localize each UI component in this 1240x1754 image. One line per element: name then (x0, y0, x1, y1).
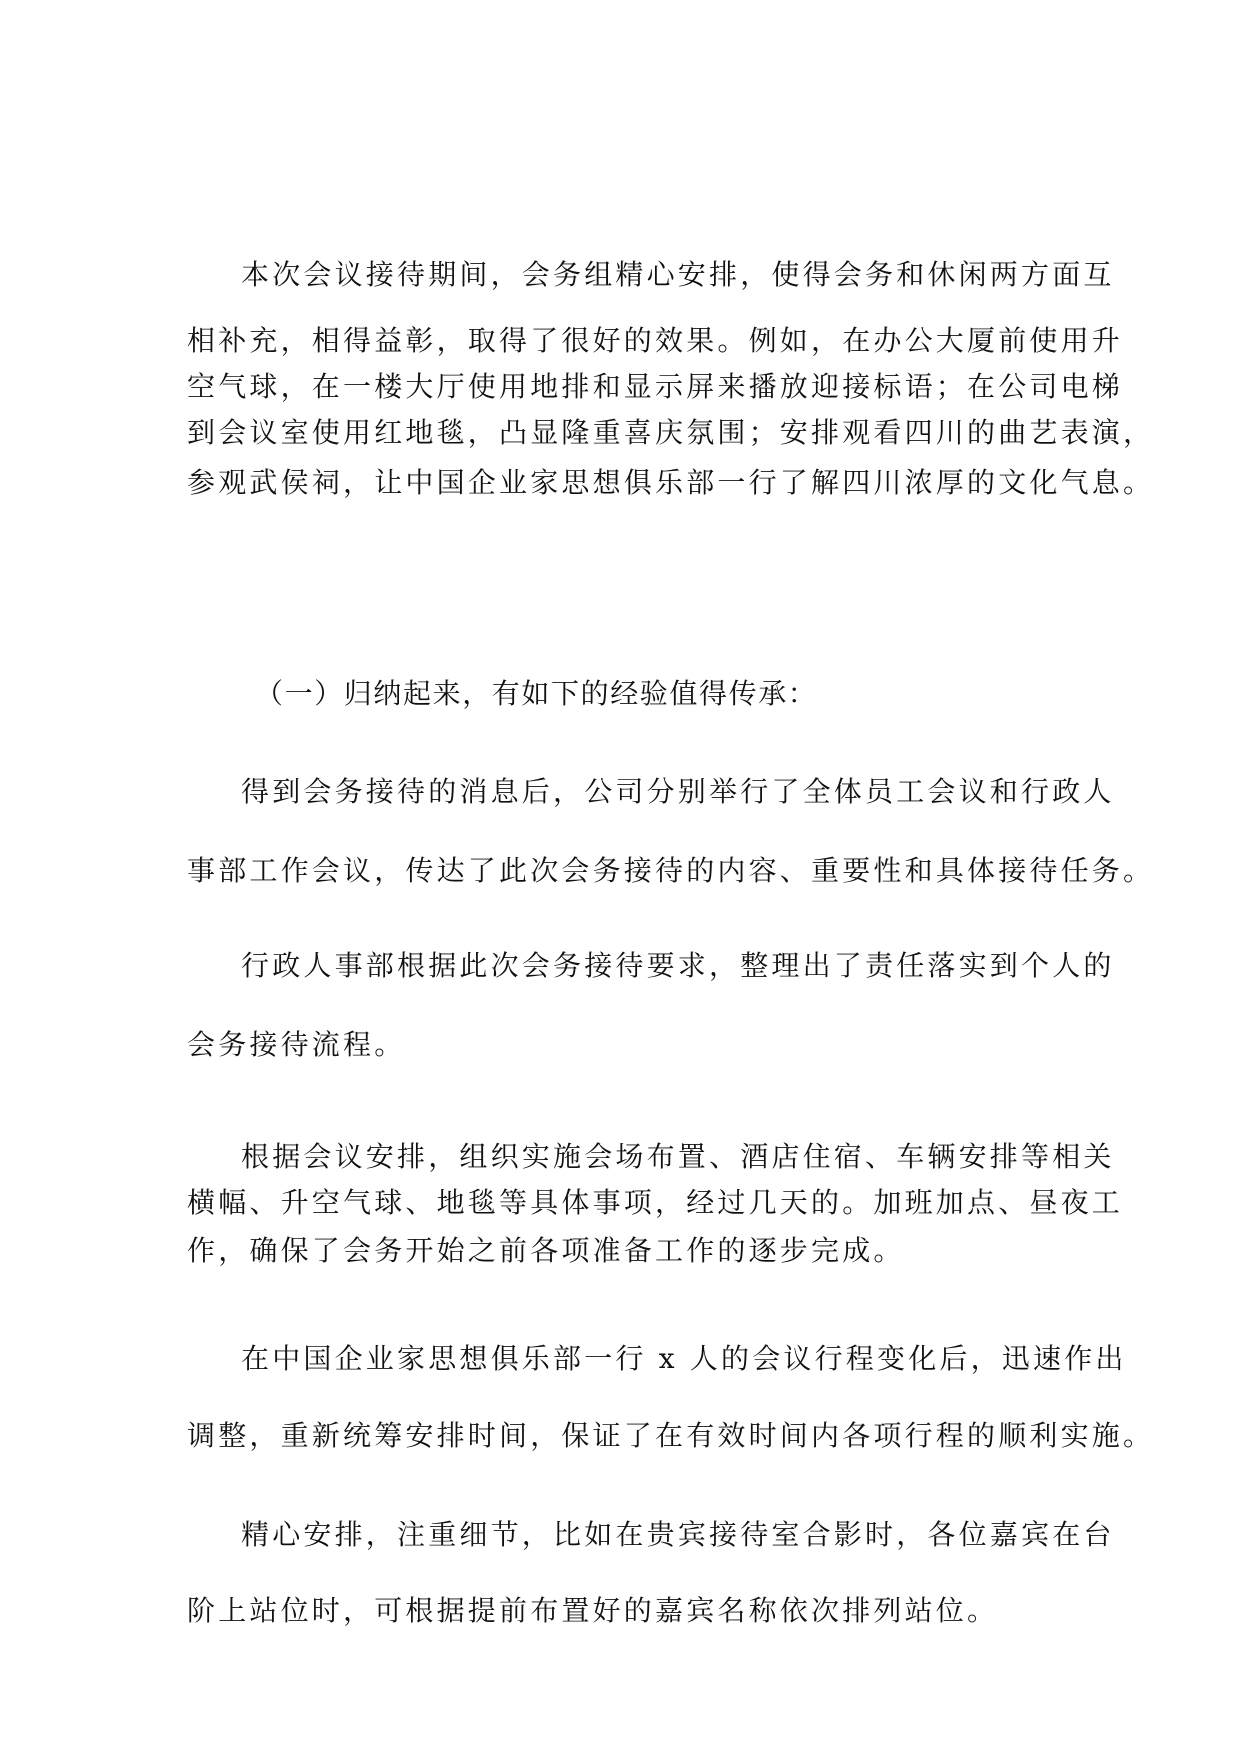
paragraph-2-line-2: 事部工作会议，传达了此次会务接待的内容、重要性和具体接待任务。 (187, 854, 1155, 887)
paragraph-6-line-2: 阶上站位时，可根据提前布置好的嘉宾名称依次排列站位。 (187, 1594, 999, 1627)
paragraph-3-line-1: 行政人事部根据此次会务接待要求，整理出了责任落实到个人的 (241, 949, 1115, 982)
paragraph-4-line-2: 横幅、升空气球、地毯等具体事项，经过几天的。加班加点、昼夜工 (187, 1186, 1124, 1219)
paragraph-3-line-2: 会务接待流程。 (187, 1028, 406, 1061)
paragraph-1-line-4: 到会议室使用红地毯，凸显隆重喜庆氛围；安排观看四川的曲艺表演， (187, 416, 1155, 449)
paragraph-6-line-1: 精心安排，注重细节，比如在贵宾接待室合影时，各位嘉宾在台 (241, 1518, 1115, 1551)
paragraph-5-line-1: 在中国企业家思想俱乐部一行 x 人的会议行程变化后，迅速作出 (241, 1342, 1127, 1375)
section-heading: （一）归纳起来，有如下的经验值得传承： (255, 677, 818, 710)
paragraph-1-line-3: 空气球，在一楼大厅使用地排和显示屏来播放迎接标语；在公司电梯 (187, 370, 1124, 403)
paragraph-4-line-3: 作，确保了会务开始之前各项准备工作的逐步完成。 (187, 1234, 905, 1267)
paragraph-5-line-2: 调整，重新统筹安排时间，保证了在有效时间内各项行程的顺利实施。 (187, 1419, 1155, 1452)
paragraph-1-line-5: 参观武侯祠，让中国企业家思想俱乐部一行了解四川浓厚的文化气息。 (187, 466, 1155, 499)
paragraph-1-line-2: 相补充，相得益彰，取得了很好的效果。例如，在办公大厦前使用升 (187, 324, 1124, 357)
paragraph-1-line-1: 本次会议接待期间，会务组精心安排，使得会务和休闲两方面互 (241, 258, 1115, 291)
paragraph-2-line-1: 得到会务接待的消息后，公司分别举行了全体员工会议和行政人 (241, 775, 1115, 808)
paragraph-4-line-1: 根据会议安排，组织实施会场布置、酒店住宿、车辆安排等相关 (241, 1140, 1115, 1173)
